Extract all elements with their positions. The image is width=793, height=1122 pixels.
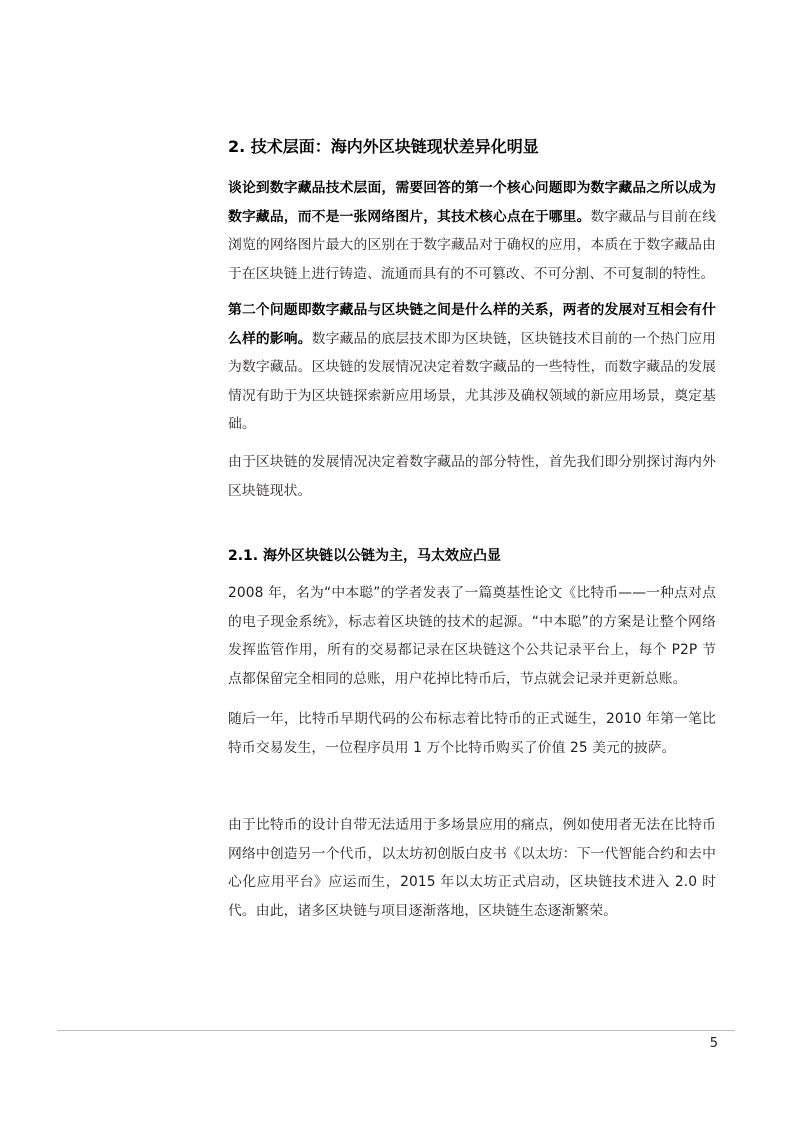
subsection-heading: 2.1. 海外区块链以公链为主，马太效应凸显 <box>228 548 501 564</box>
footer-divider <box>57 1030 735 1031</box>
paragraph-blockchain-relation <box>228 296 716 439</box>
paragraph-bitcoin-origin: 2008 年，名为“中本聪”的学者发表了一篇奠基性论文《比特币——一种点对点的电子现金系统》，标志着区块链的技术的起源。“中本聪”的方案是让整个网络发挥监管作用，所有的交易都记录在区块链这个公共记录平台上，每个 P2P 节点都保留完全相同的总账，用户花掉比特币后，节点就会记录并更新总账。 <box>228 585 716 687</box>
paragraph-ethereum: 由于比特币的设计自带无法适用于多场景应用的痛点，例如使用者无法在比特币网络中创造另一个代币，以太坊初创版白皮书《以太坊：下一代智能合约和去中心化应用平台》应运而生，2015 年以太坊正式启动，区块链技术进入 2.0 时代。由此，诸多区块链与项目逐渐落地，区块链生态逐渐繁荣。 <box>228 817 716 919</box>
paragraph-technical-core-text: 数字藏品与目前在线浏览的网络图片最大的区别在于数字藏品对于确权的应用，本质在于数字藏品由于在区块链上进行铸造、流通而具有的不可篡改、不可分割、不可复制的特性。 <box>228 208 716 282</box>
paragraph-bitcoin-birth: 随后一年，比特币早期代码的公布标志着比特币的正式诞生，2010 年第一笔比特币交易发生，一位程序员用 1 万个比特币购买了价值 25 美元的披萨。 <box>228 711 716 756</box>
paragraph-technical-core <box>228 174 716 288</box>
section-heading: 2. 技术层面：海内外区块链现状差异化明显 <box>228 137 539 156</box>
paragraph-blockchain-status: 由于区块链的发展情况决定着数字藏品的部分特性，首先我们即分别探讨海内外区块链现状。 <box>228 454 716 499</box>
paragraph-blockchain-relation-bold: 第二个问题即数字藏品与区块链之间是什么样的关系，两者的发展对互相会有什么样的影响。 <box>228 302 716 347</box>
paragraph-technical-core-bold: 谈论到数字藏品技术层面，需要回答的第一个核心问题即为数字藏品之所以成为数字藏品，而不是一张网络图片，其技术核心点在于哪里。 <box>228 180 716 225</box>
paragraph-blockchain-relation-text: 数字藏品的底层技术即为区块链，区块链技术目前的一个热门应用为数字藏品。区块链的发展情况决定着数字藏品的一些特性，而数字藏品的发展情况有助于为区块链探索新应用场景，尤其涉及确权领域的新应用场景，奠定基础。 <box>228 330 716 433</box>
page-number: 5 <box>709 1036 718 1051</box>
